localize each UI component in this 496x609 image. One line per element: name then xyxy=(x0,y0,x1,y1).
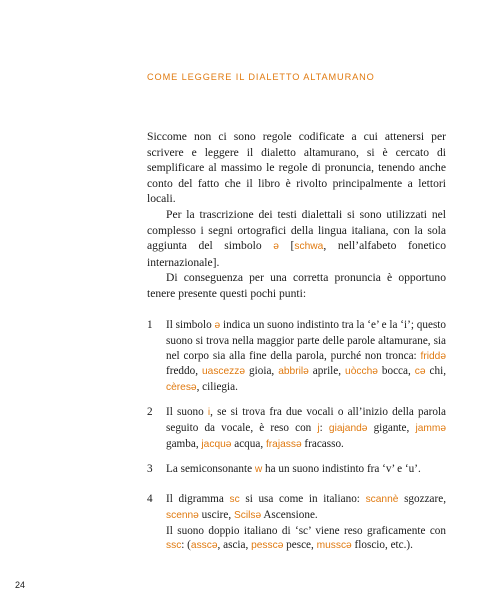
dialect-word: asscə xyxy=(190,540,218,552)
schwa-symbol: ə xyxy=(273,241,279,253)
dialect-word: frajassə xyxy=(265,438,302,450)
dialect-word: scannè xyxy=(365,494,399,505)
dialect-word: scennə xyxy=(166,509,199,521)
intro-paragraph-3: Di conseguenza per una corretta pronuncia è opportuno tenere presente questi pochi punti: xyxy=(147,271,446,300)
dialect-word: giajandə xyxy=(328,422,368,434)
dialect-word: cə xyxy=(414,366,426,378)
dialect-word: Scilsə xyxy=(233,509,262,521)
chapter-heading: COME LEGGERE IL DIALETTO ALTAMURANO xyxy=(147,72,375,82)
dialect-symbol: sc xyxy=(229,494,240,505)
intro-paragraph-2: Per la trascrizione dei testi dialettali si sono utilizzati nel complesso i segni ortografici della lingua italiana, con la sola aggiunta del simbolo ə [schwa, nell’alfabeto fonetico internazionale]. xyxy=(147,207,446,269)
schwa-term: schwa xyxy=(294,241,324,253)
dialect-word: musscə xyxy=(316,540,352,552)
list-item-number: 1 xyxy=(147,319,153,331)
dialect-word: abbrilə xyxy=(278,366,309,378)
dialect-word: jammə xyxy=(415,422,447,434)
dialect-symbol: ssc xyxy=(166,540,182,552)
dialect-word: friddə xyxy=(420,350,446,362)
dialect-symbol: ə xyxy=(214,320,221,331)
list-item-number: 2 xyxy=(147,406,153,418)
list-item-number: 4 xyxy=(147,493,153,505)
list-item-3: 3 La semiconsonante w ha un suono indistinto fra ‘v’ e ‘u’. xyxy=(147,463,421,475)
list-item-1: 1 Il simbolo ə indica un suono indistinto tra la ‘e’ e la ‘i’; questo suono si trova nella maggior parte delle parole altamurane, sia nel corpo sia alla fine della parola, purché non tronca: friddə freddo, uascezzə gioia, abbrilə aprile, uòcchə bocca, cə chi, cèresə, ciliegia. xyxy=(147,319,447,394)
intro-text xyxy=(147,129,446,302)
dialect-word: jacquə xyxy=(201,438,232,450)
page-number: 24 xyxy=(15,580,26,590)
dialect-word: cèresə xyxy=(166,382,197,394)
list-item-number: 3 xyxy=(147,463,153,475)
dialect-word: uascezzə xyxy=(202,366,246,378)
dialect-symbol: w xyxy=(254,464,263,475)
dialect-symbol: j xyxy=(317,422,320,434)
dialect-symbol: i xyxy=(207,407,211,418)
list-item-2: 2 Il suono i, se si trova fra due vocali o all’inizio della parola seguito da vocale, è reso con j: giajandə gigante, jammə gamba, jacquə acqua, frajassə fracasso. xyxy=(147,406,447,450)
intro-paragraph-1: Siccome non ci sono regole codificate a cui attenersi per scrivere e leggere il dialetto altamurano, si è cercato di semplificare al massimo le regole di pronuncia, tenendo anche conto del fatto che il libro è rivolto principalmente a lettori locali. xyxy=(147,130,446,206)
dialect-word: uòcchə xyxy=(345,366,378,378)
dialect-word: pesscə xyxy=(251,540,284,552)
list-item-4: 4 Il digramma sc si usa come in italiano: scannè sgozzare, scennə uscire, Scilsə Ascensione. Il suono doppio italiano di ‘sc’ viene reso graficamente con ssc: (asscə, ascia, pesscə pesce, musscə floscio, etc.). xyxy=(147,493,446,552)
